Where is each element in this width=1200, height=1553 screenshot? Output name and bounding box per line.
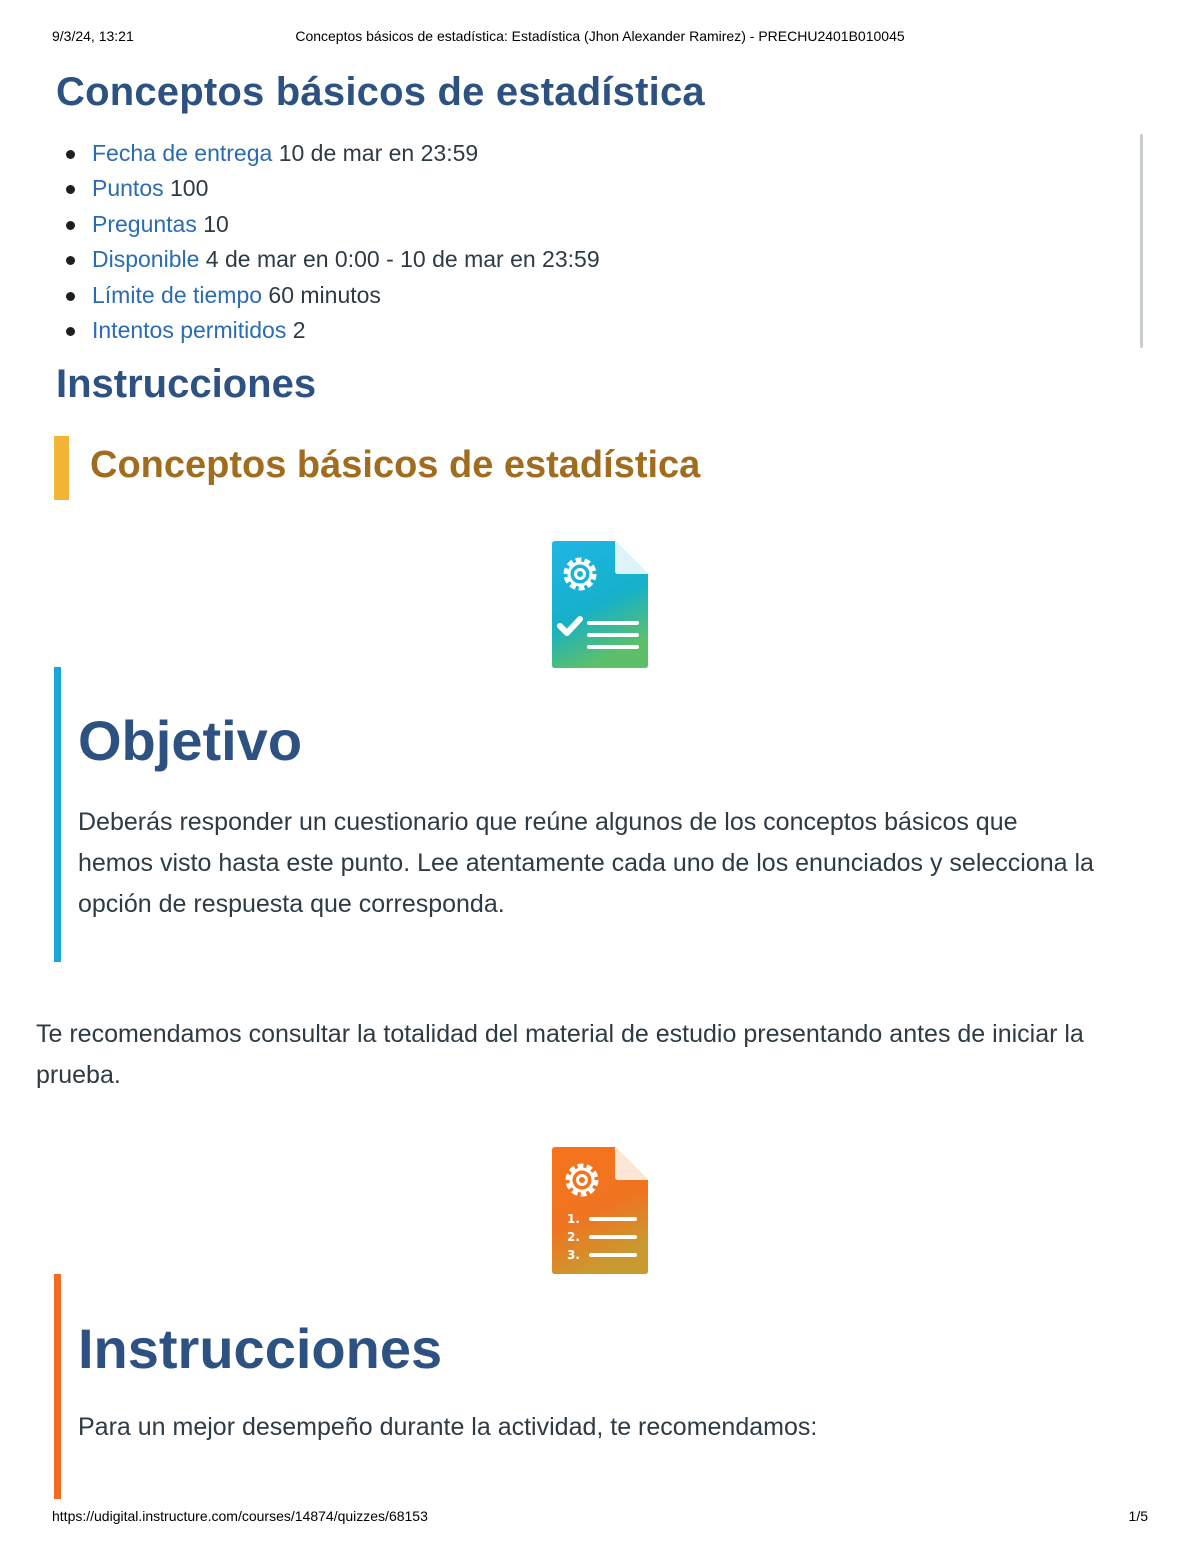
detail-value: 2 xyxy=(292,316,306,343)
document-gear-numbered-list-icon xyxy=(551,1147,649,1275)
detail-attempts xyxy=(56,313,600,348)
detail-points xyxy=(56,171,600,206)
detail-due-date xyxy=(56,136,600,171)
detail-available xyxy=(56,242,600,277)
objective-heading: Objetivo xyxy=(78,709,303,772)
instructions-accent-bar xyxy=(54,1274,61,1499)
instructions-section xyxy=(54,1274,1094,1499)
print-url: https://udigital.instructure.com/courses/14874/quizzes/68153 xyxy=(52,1508,428,1524)
print-page-number: 1/5 xyxy=(1128,1508,1148,1524)
detail-label: Preguntas xyxy=(92,210,197,237)
recommendation-text: Te recomendamos consultar la totalidad del material de estudio presentando antes de iniciar la prueba. xyxy=(36,1020,1084,1089)
recommendation-block xyxy=(36,1014,1147,1104)
print-header xyxy=(52,28,1148,48)
details-scrollbar[interactable] xyxy=(1140,134,1143,348)
svg-text:3.: 3. xyxy=(567,1248,580,1262)
instructions-heading: Instrucciones xyxy=(56,362,317,406)
quiz-title: Conceptos básicos de estadística xyxy=(56,70,705,114)
detail-label: Fecha de entrega xyxy=(92,140,273,166)
detail-label: Disponible xyxy=(92,246,200,273)
instructions-section-text: Para un mejor desempeño durante la actividad, te recomendamos: xyxy=(78,1413,818,1441)
detail-value: 10 xyxy=(203,210,229,237)
objective-section xyxy=(54,667,1094,962)
document-gear-checklist-icon xyxy=(551,541,649,669)
print-date: 9/3/24, 13:21 xyxy=(52,28,134,44)
detail-label: Puntos xyxy=(92,175,164,202)
detail-value: 10 de mar en 23:59 xyxy=(278,140,479,166)
detail-value: 4 de mar en 0:00 - 10 de mar en 23:59 xyxy=(205,246,600,273)
instructions-section-heading: Instrucciones xyxy=(78,1317,443,1380)
print-document-title: Conceptos básicos de estadística: Estadística (Jhon Alexander Ramirez) - PRECHU2401B010045 xyxy=(295,28,905,44)
svg-text:1.: 1. xyxy=(567,1212,580,1226)
objective-text: Deberás responder un cuestionario que reúne algunos de los conceptos básicos que hemos visto hasta este punto. Lee atentamente cada uno de los enunciados y selecciona la opción de respuesta que corresponda. xyxy=(78,808,1094,918)
detail-questions xyxy=(56,207,600,242)
subtitle-accent-bar xyxy=(54,436,69,500)
detail-time-limit xyxy=(56,278,600,313)
detail-value: 60 minutos xyxy=(268,281,381,308)
detail-value: 100 xyxy=(170,175,209,202)
quiz-details-list xyxy=(56,136,600,348)
detail-label: Intentos permitidos xyxy=(92,316,287,343)
subtitle-title: Conceptos básicos de estadística xyxy=(90,444,701,486)
print-footer xyxy=(52,1508,1148,1528)
detail-label: Límite de tiempo xyxy=(92,281,263,308)
objective-accent-bar xyxy=(54,667,61,962)
svg-text:2.: 2. xyxy=(567,1230,580,1244)
